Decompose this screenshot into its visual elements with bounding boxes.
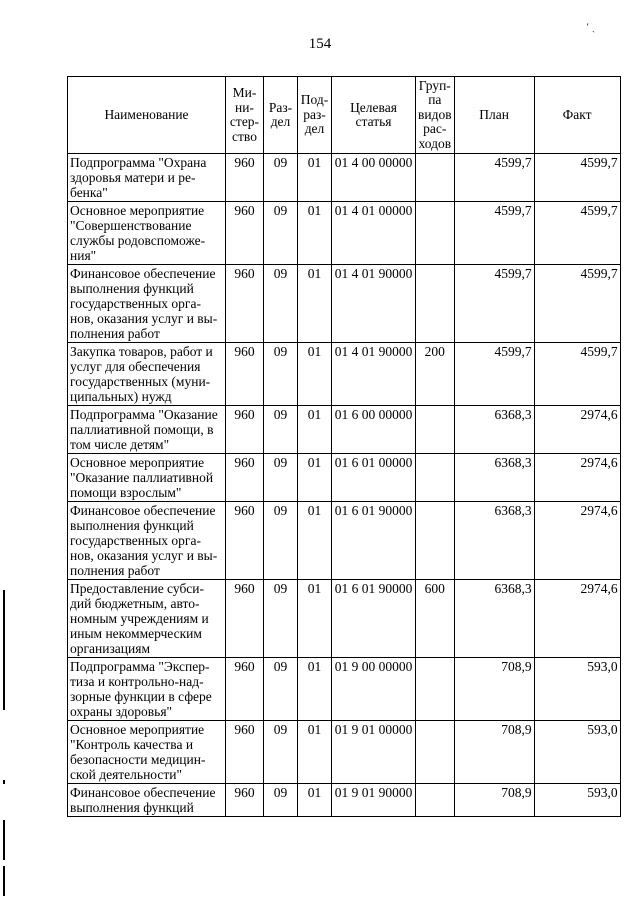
row-gruppa-cell xyxy=(416,784,455,817)
table-row xyxy=(68,343,621,406)
row-name-cell: Подпрограмма "Охрана здоровья матери и ре-бенка" xyxy=(68,154,226,202)
row-name-cell: Подпрограмма "Экспер-тиза и контрольно-над-зорные функции в сфере охраны здоровья" xyxy=(68,658,226,721)
row-plan-cell: 708,9 xyxy=(454,658,534,721)
header-razdel: Раз- дел xyxy=(264,77,298,154)
row-podrazdel-cell: 01 xyxy=(298,784,332,817)
row-razdel-cell: 09 xyxy=(264,406,298,454)
row-name-cell: Закупка товаров, работ и услуг для обеспечения государственных (муни-ципальных) нужд xyxy=(68,343,226,406)
row-gruppa-cell xyxy=(416,154,455,202)
scan-edge-mark xyxy=(3,780,5,784)
table-row xyxy=(68,658,621,721)
row-gruppa-cell xyxy=(416,502,455,580)
row-celevaya-cell: 01 4 01 00000 xyxy=(332,202,416,265)
row-podrazdel-cell: 01 xyxy=(298,502,332,580)
header-celevaya: Целевая статья xyxy=(332,77,416,154)
row-name-cell: Финансовое обеспечение выполнения функций государственных орга-нов, оказания услуг и вы-полнения работ xyxy=(68,265,226,343)
row-celevaya-cell: 01 4 01 90000 xyxy=(332,343,416,406)
table-row xyxy=(68,406,621,454)
row-podrazdel-cell: 01 xyxy=(298,265,332,343)
row-celevaya-cell: 01 9 01 90000 xyxy=(332,784,416,817)
row-plan-cell: 6368,3 xyxy=(454,406,534,454)
table-row xyxy=(68,721,621,784)
row-name-cell: Основное мероприятие "Оказание паллиативной помощи взрослым" xyxy=(68,454,226,502)
corner-mark: ‘ ˏ xyxy=(586,22,596,33)
table-row xyxy=(68,265,621,343)
row-gruppa-cell xyxy=(416,721,455,784)
row-podrazdel-cell: 01 xyxy=(298,343,332,406)
row-fakt-cell: 4599,7 xyxy=(534,154,620,202)
row-razdel-cell: 09 xyxy=(264,721,298,784)
row-ministry-cell: 960 xyxy=(226,784,264,817)
row-celevaya-cell: 01 9 00 00000 xyxy=(332,658,416,721)
page-number: 154 xyxy=(308,36,332,52)
row-plan-cell: 4599,7 xyxy=(454,202,534,265)
row-razdel-cell: 09 xyxy=(264,202,298,265)
row-fakt-cell: 4599,7 xyxy=(534,202,620,265)
row-name-cell: Подпрограмма "Оказание паллиативной помощи, в том числе детям" xyxy=(68,406,226,454)
row-razdel-cell: 09 xyxy=(264,658,298,721)
row-gruppa-cell: 600 xyxy=(416,580,455,658)
row-ministry-cell: 960 xyxy=(226,721,264,784)
row-fakt-cell: 2974,6 xyxy=(534,580,620,658)
row-podrazdel-cell: 01 xyxy=(298,154,332,202)
row-name-cell: Финансовое обеспечение выполнения функций xyxy=(68,784,226,817)
row-gruppa-cell xyxy=(416,265,455,343)
header-ministry: Ми- ни- стер- ство xyxy=(226,77,264,154)
row-celevaya-cell: 01 6 00 00000 xyxy=(332,406,416,454)
row-podrazdel-cell: 01 xyxy=(298,454,332,502)
table-row xyxy=(68,580,621,658)
row-razdel-cell: 09 xyxy=(264,454,298,502)
table-row xyxy=(68,202,621,265)
row-name-cell: Основное мероприятие "Совершенствование службы родовспоможе-ния" xyxy=(68,202,226,265)
table-row xyxy=(68,502,621,580)
row-plan-cell: 4599,7 xyxy=(454,154,534,202)
row-fakt-cell: 593,0 xyxy=(534,784,620,817)
row-plan-cell: 6368,3 xyxy=(454,454,534,502)
row-razdel-cell: 09 xyxy=(264,154,298,202)
row-celevaya-cell: 01 9 01 00000 xyxy=(332,721,416,784)
scan-edge-mark xyxy=(3,820,5,860)
row-celevaya-cell: 01 4 01 90000 xyxy=(332,265,416,343)
table-row xyxy=(68,154,621,202)
row-gruppa-cell: 200 xyxy=(416,343,455,406)
row-celevaya-cell: 01 6 01 00000 xyxy=(332,454,416,502)
row-name-cell: Финансовое обеспечение выполнения функций государственных орга-нов, оказания услуг и вы-полнения работ xyxy=(68,502,226,580)
row-ministry-cell: 960 xyxy=(226,454,264,502)
row-podrazdel-cell: 01 xyxy=(298,406,332,454)
table-row xyxy=(68,454,621,502)
scan-edge-mark xyxy=(3,590,5,710)
row-ministry-cell: 960 xyxy=(226,154,264,202)
row-razdel-cell: 09 xyxy=(264,580,298,658)
row-ministry-cell: 960 xyxy=(226,580,264,658)
row-fakt-cell: 2974,6 xyxy=(534,502,620,580)
row-fakt-cell: 2974,6 xyxy=(534,406,620,454)
row-name-cell: Основное мероприятие "Контроль качества и безопасности медицин-ской деятельности" xyxy=(68,721,226,784)
row-podrazdel-cell: 01 xyxy=(298,580,332,658)
budget-table xyxy=(67,76,621,817)
row-ministry-cell: 960 xyxy=(226,265,264,343)
header-name: Наименование xyxy=(68,77,226,154)
row-plan-cell: 6368,3 xyxy=(454,580,534,658)
row-celevaya-cell: 01 6 01 90000 xyxy=(332,502,416,580)
row-gruppa-cell xyxy=(416,406,455,454)
row-ministry-cell: 960 xyxy=(226,343,264,406)
row-fakt-cell: 4599,7 xyxy=(534,343,620,406)
row-name-cell: Предоставление субси-дий бюджетным, авто-номным учреждениям и иным некоммерческим организациям xyxy=(68,580,226,658)
row-gruppa-cell xyxy=(416,202,455,265)
row-celevaya-cell: 01 6 01 90000 xyxy=(332,580,416,658)
header-gruppa: Груп- па видов рас- ходов xyxy=(416,77,455,154)
row-celevaya-cell: 01 4 00 00000 xyxy=(332,154,416,202)
row-plan-cell: 708,9 xyxy=(454,721,534,784)
row-ministry-cell: 960 xyxy=(226,502,264,580)
row-gruppa-cell xyxy=(416,454,455,502)
header-fakt: Факт xyxy=(534,77,620,154)
row-razdel-cell: 09 xyxy=(264,502,298,580)
header-plan: План xyxy=(454,77,534,154)
scan-edge-mark xyxy=(3,866,5,896)
row-podrazdel-cell: 01 xyxy=(298,721,332,784)
row-plan-cell: 6368,3 xyxy=(454,502,534,580)
row-plan-cell: 4599,7 xyxy=(454,265,534,343)
row-razdel-cell: 09 xyxy=(264,265,298,343)
row-fakt-cell: 2974,6 xyxy=(534,454,620,502)
table-row xyxy=(68,784,621,817)
row-podrazdel-cell: 01 xyxy=(298,202,332,265)
row-ministry-cell: 960 xyxy=(226,406,264,454)
row-podrazdel-cell: 01 xyxy=(298,658,332,721)
row-fakt-cell: 593,0 xyxy=(534,721,620,784)
row-razdel-cell: 09 xyxy=(264,343,298,406)
header-podrazdel: Под- раз- дел xyxy=(298,77,332,154)
row-fakt-cell: 593,0 xyxy=(534,658,620,721)
row-gruppa-cell xyxy=(416,658,455,721)
row-plan-cell: 708,9 xyxy=(454,784,534,817)
row-ministry-cell: 960 xyxy=(226,658,264,721)
row-razdel-cell: 09 xyxy=(264,784,298,817)
table-header-row xyxy=(68,77,621,154)
row-ministry-cell: 960 xyxy=(226,202,264,265)
row-fakt-cell: 4599,7 xyxy=(534,265,620,343)
row-plan-cell: 4599,7 xyxy=(454,343,534,406)
